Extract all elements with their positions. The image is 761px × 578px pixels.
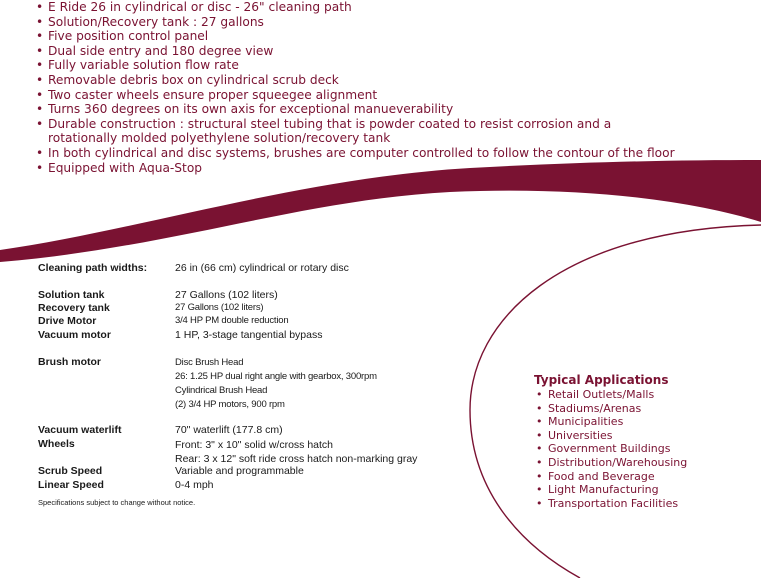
spec-label: Drive Motor: [38, 315, 97, 327]
spec-label: Wheels: [38, 438, 75, 450]
feature-item: • Equipped with Aqua-Stop: [36, 161, 736, 176]
application-item: • Distribution/Warehousing: [536, 456, 687, 470]
feature-item: • Dual side entry and 180 degree view: [36, 44, 736, 59]
spec-value: 27 Gallons (102 liters): [175, 289, 278, 301]
application-item: • Light Manufacturing: [536, 483, 687, 497]
application-item: • Government Buildings: [536, 442, 687, 456]
applications-list: [534, 388, 687, 510]
swoosh-band: [0, 160, 761, 262]
application-item: • Transportation Facilities: [536, 497, 687, 511]
application-item: • Universities: [536, 429, 687, 443]
spec-label: Brush motor: [38, 356, 101, 368]
spec-label: Cleaning path widths:: [38, 262, 148, 274]
spec-value: 0-4 mph: [175, 479, 214, 491]
feature-item: [36, 117, 736, 146]
applications-panel: [534, 373, 687, 510]
spec-label: Vacuum motor: [38, 329, 111, 341]
spec-value: Variable and programmable: [175, 465, 304, 477]
feature-item: • Removable debris box on cylindrical scrub deck: [36, 73, 736, 88]
feature-item: • Five position control panel: [36, 29, 736, 44]
spec-label: Vacuum waterlift: [38, 424, 122, 436]
spec-value: [175, 356, 377, 412]
application-item: • Food and Beverage: [536, 470, 687, 484]
feature-item: • Fully variable solution flow rate: [36, 58, 736, 73]
spec-label: Linear Speed: [38, 479, 104, 491]
spec-value: 70" waterlift (177.8 cm): [175, 424, 283, 436]
feature-item-line: • Durable construction : structural steel tubing that is powder coated to resist corrosion and a: [48, 116, 612, 131]
spec-value: 3/4 HP PM double reduction: [175, 315, 289, 326]
spec-label: Recovery tank: [38, 302, 110, 314]
spec-value: 27 Gallons (102 liters): [175, 302, 264, 313]
spec-value-line: Disc Brush Head: [175, 357, 244, 368]
applications-title: Typical Applications: [534, 373, 669, 387]
feature-item-line: rotationally molded polyethylene solution/recovery tank: [48, 131, 391, 146]
spec-label: Scrub Speed: [38, 465, 103, 477]
spec-value: [175, 438, 417, 466]
application-item: • Stadiums/Arenas: [536, 402, 687, 416]
application-item: • Retail Outlets/Malls: [536, 388, 687, 402]
footnote: Specifications subject to change without notice.: [38, 498, 196, 507]
spec-value: 1 HP, 3-stage tangential bypass: [175, 329, 323, 341]
feature-item: • In both cylindrical and disc systems, brushes are computer controlled to follow the contour of the floor: [36, 146, 736, 161]
spec-label: Solution tank: [38, 289, 105, 301]
spec-value-line: 26: 1.25 HP dual right angle with gearbox, 300rpm: [175, 371, 377, 382]
feature-item: • Turns 360 degrees on its own axis for exceptional manueverability: [36, 102, 736, 117]
feature-item: • Two caster wheels ensure proper squeegee alignment: [36, 88, 736, 103]
spec-value-line: (2) 3/4 HP motors, 900 rpm: [175, 399, 285, 410]
spec-value-line: Cylindrical Brush Head: [175, 385, 268, 396]
application-item: • Municipalities: [536, 415, 687, 429]
spec-value: 26 in (66 cm) cylindrical or rotary disc: [175, 262, 349, 274]
feature-item: • E Ride 26 in cylindrical or disc - 26" cleaning path: [36, 0, 736, 15]
feature-item: • Solution/Recovery tank : 27 gallons: [36, 15, 736, 30]
spec-value-line: Rear: 3 x 12" soft ride cross hatch non-marking gray: [175, 453, 418, 465]
feature-list: [36, 0, 736, 175]
spec-value-line: Front: 3" x 10" solid w/cross hatch: [175, 439, 334, 451]
